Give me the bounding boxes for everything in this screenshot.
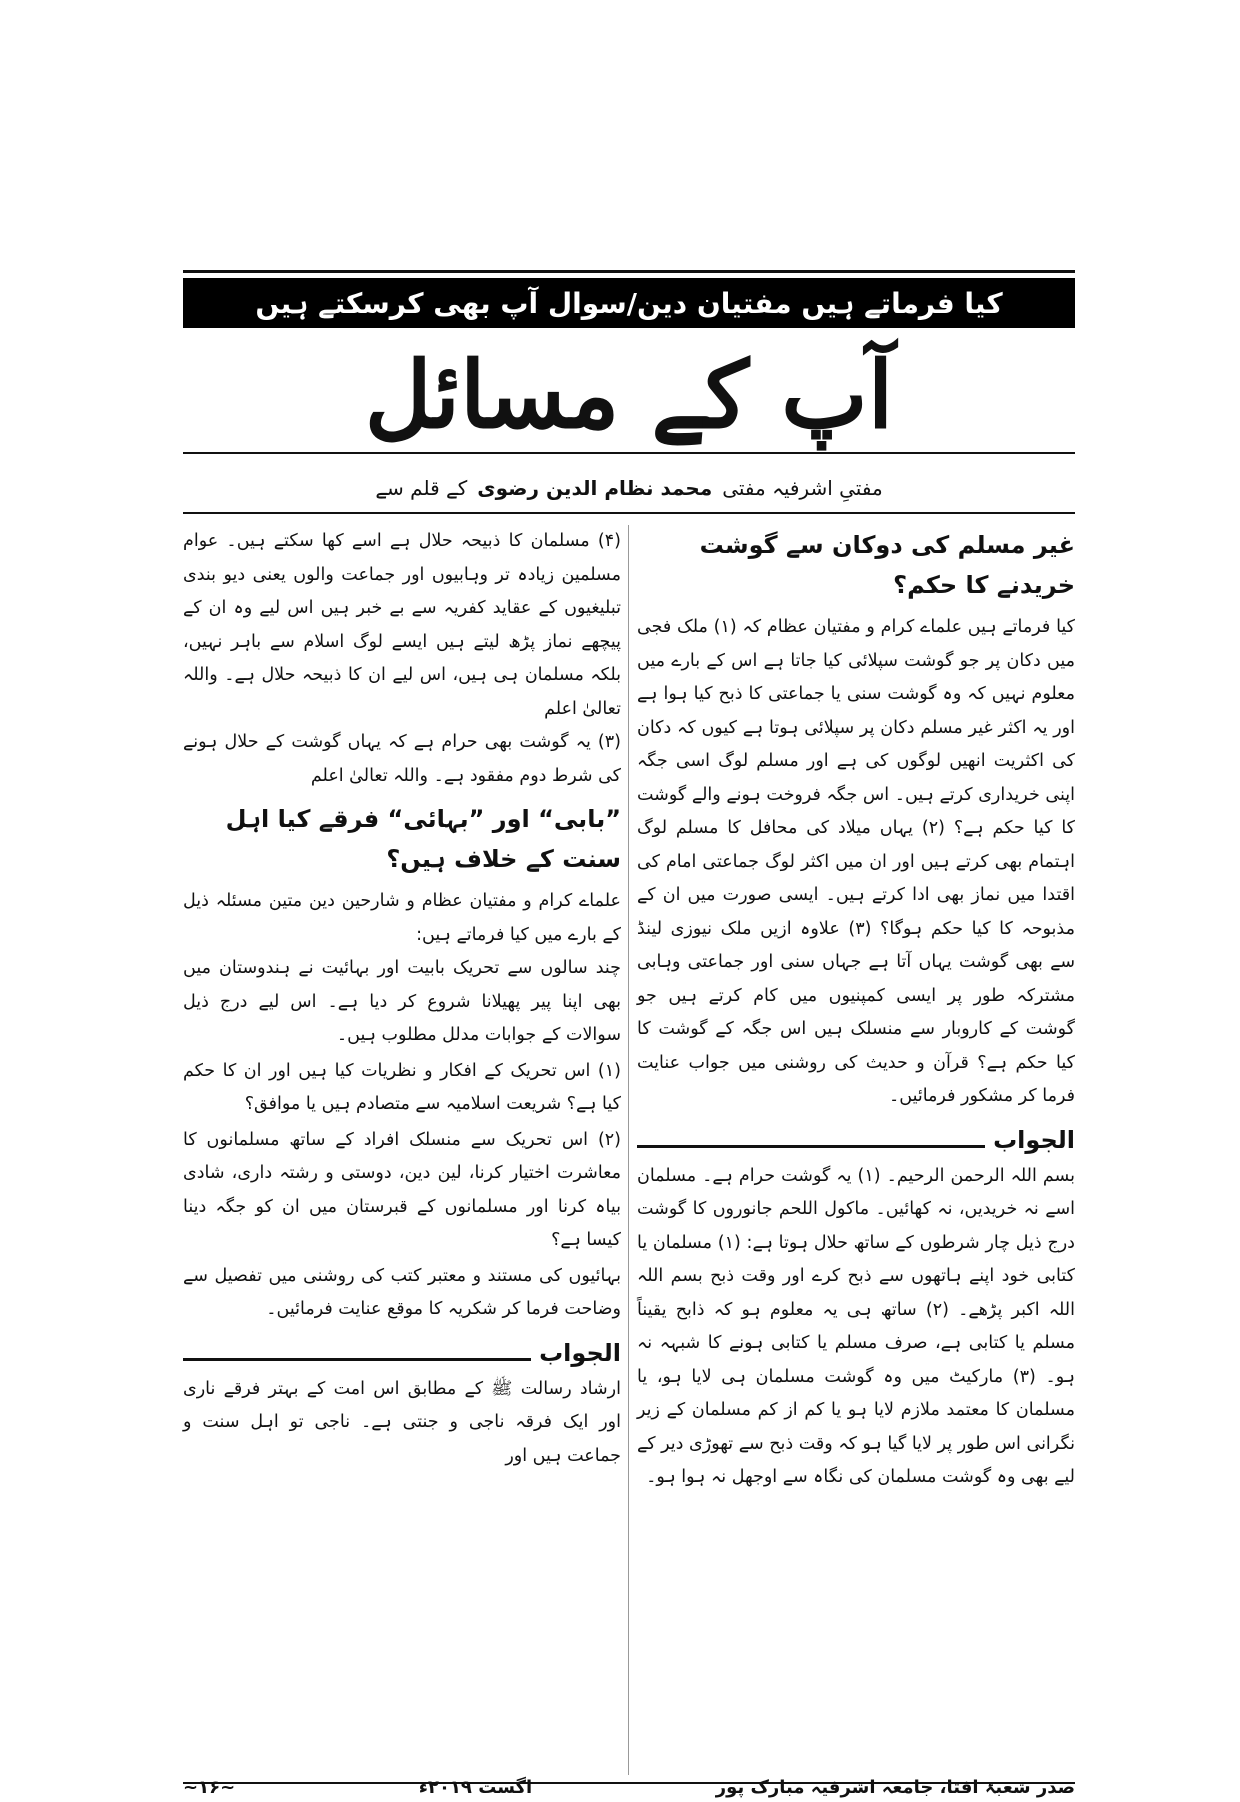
page-title: آپ کے مسائل [364,341,894,449]
answer-label: الجواب [993,1126,1075,1154]
footer-date: اگست ۲۰۱۹ء [418,1776,533,1798]
answer-rule [637,1145,985,1148]
top-rule [183,270,1075,273]
answer-text: بسم اللہ الرحمن الرحیم۔ (۱) یہ گوشت حرام ہے۔ مسلمان اسے نہ خریدیں، نہ کھائیں۔ ماکول اللحم جانوروں کا گوشت درج ذیل چار شرطوں کے ساتھ حلال ہوتا ہے: (۱) مسلمان یا کتابی خود اپنے ہاتھوں سے ذبح کرے اور وقت ذبح بسم اللہ اللہ اکبر پڑھے۔ (۲) ساتھ ہی یہ معلوم ہو کہ ذابح یقیناً مسلم یا کتابی ہے، صرف مسلم یا کتابی ہونے کا شبہہ نہ ہو۔ (۳) مارکیٹ میں وہ گوشت مسلمان ہی لایا ہو، یا مسلمان کا معتمد ملازم لایا ہو یا کم از کم مسلمان کے زیر نگرانی اس طور پر لایا گیا ہو کہ وقت ذبح سے تھوڑی دیر کے لیے بھی وہ گوشت مسلمان کی نگاہ سے اوجھل نہ ہوا ہو۔ [637,1165,1075,1487]
section-banner: کیا فرماتے ہیں مفتیان دین/سوال آپ بھی کرسکتے ہیں [183,278,1075,328]
answer-text-2: ارشاد رسالت ﷺ کے مطابق اس امت کے بہتر فرقے ناری اور ایک فرقہ ناجی و جنتی ہے۔ ناجی تو اہل سنت و جماعت ہیں اور [183,1378,621,1466]
article-heading: غیر مسلم کی دوکان سے گوشت خریدنے کا حکم؟ [699,531,1075,599]
question-body: چند سالوں سے تحریک بابیت اور بہائیت نے ہندوستان میں بھی اپنا پیر پھیلانا شروع کر دیا ہے۔ اس لیے درج ذیل سوالات کے جوابات مدلل مطلوب ہیں۔ [183,958,621,1045]
left-column [183,525,621,1780]
byline-suffix: کے قلم سے [375,476,468,500]
answer-rule-2 [183,1358,531,1361]
page-footer [183,1772,1075,1802]
question-item-2: (۲) اس تحریک سے منسلک افراد کے ساتھ مسلمانوں کا معاشرت اختیار کرنا، لین دین، دوستی و رشتہ داری، شادی بیاہ کرنا اور مسلمانوں کے قبرستان میں ان کو جگہ دینا کیسا ہے؟ [183,1129,621,1250]
answer-continuation-1: (۴) مسلمان کا ذبیحہ حلال ہے اسے کھا سکتے ہیں۔ عوام مسلمین زیادہ تر وہابیوں اور جماعت والوں یعنی دیو بندی تبلیغیوں کے عقاید کفریہ سے بے خبر ہیں اس لیے وہ ان کے پیچھے نماز پڑھ لیتے ہیں ایسے لوگ اسلام سے باہر نہیں، بلکہ مسلمان ہی ہیں، اس لیے ان کا ذبیحہ حلال ہے۔ واللہ تعالیٰ اعلم [183,531,621,719]
answer-continuation-2: (۳) یہ گوشت بھی حرام ہے کہ یہاں گوشت کے حلال ہونے کی شرط دوم مفقود ہے۔ واللہ تعالیٰ اعلم [183,732,621,786]
right-column [637,525,1075,1780]
page-number: ~۱۶~ [183,1776,236,1798]
title-rule [183,452,1075,454]
column-divider [628,525,629,1775]
answer-heading [637,1118,1075,1158]
question-item-1: (۱) اس تحریک کے افکار و نظریات کیا ہیں اور ان کا حکم کیا ہے؟ شریعت اسلامیہ سے متصادم ہیں یا موافق؟ [183,1060,621,1114]
byline-prefix: مفتیِ اشرفیہ مفتی [722,476,883,500]
answer-heading-2 [183,1331,621,1371]
question-intro: علماے کرام و مفتیان عظام و شارحین دین متین مسئلہ ذیل کے بارے میں کیا فرماتے ہیں: [183,891,621,945]
footer-department: صدر شعبۂ افتا، جامعہ اشرفیہ مبارک پور [715,1776,1075,1798]
byline [183,470,1075,506]
article-heading-2: ”بابی“ اور ”بہائی“ فرقے کیا اہل سنت کے خلاف ہیں؟ [225,805,621,873]
author-name: محمد نظام الدین رضوی [477,476,713,500]
question-closing: بہائیوں کی مستند و معتبر کتب کی روشنی میں تفصیل سے وضاحت فرما کر شکریہ کا موقع عنایت فرمائیں۔ [183,1265,621,1319]
question-text: کیا فرماتے ہیں علماے کرام و مفتیان عظام کہ (۱) ملک فجی میں دکان پر جو گوشت سپلائی کیا جاتا ہے اس کے بارے میں معلوم نہیں کہ وہ گوشت سنی یا جماعتی کا ذبح کیا ہوا ہے اور یہ اکثر غیر مسلم دکان پر سپلائی ہوتا ہے کیوں کہ دکان کی اکثریت انھیں لوگوں کی ہے اور مسلم لوگ اسی جگہ اپنی خریداری کرتے ہیں۔ اس جگہ فروخت ہونے والے گوشت کا کیا حکم ہے؟ (۲) یہاں میلاد کی محافل کا مسلم لوگ اہتمام بھی کرتے ہیں اور ان میں اکثر لوگ جماعتی امام کی اقتدا میں نماز بھی ادا کرتے ہیں۔ ایسی صورت میں ان کے مذبوحہ کا کیا حکم ہوگا؟ (۳) علاوہ ازیں ملک نیوزی لینڈ سے بھی گوشت یہاں آتا ہے جہاں سنی اور جماعتی وہابی مشترکہ طور پر ایسی کمپنیوں میں کام کرتے ہیں جو گوشت کے کاروبار سے منسلک ہیں اس جگہ کے گوشت کا کیا حکم ہے؟ قرآن و حدیث کی روشنی میں جواب عنایت فرما کر مشکور فرمائیں۔ [637,617,1076,1106]
answer-label-2: الجواب [539,1339,621,1367]
byline-rule [183,512,1075,514]
